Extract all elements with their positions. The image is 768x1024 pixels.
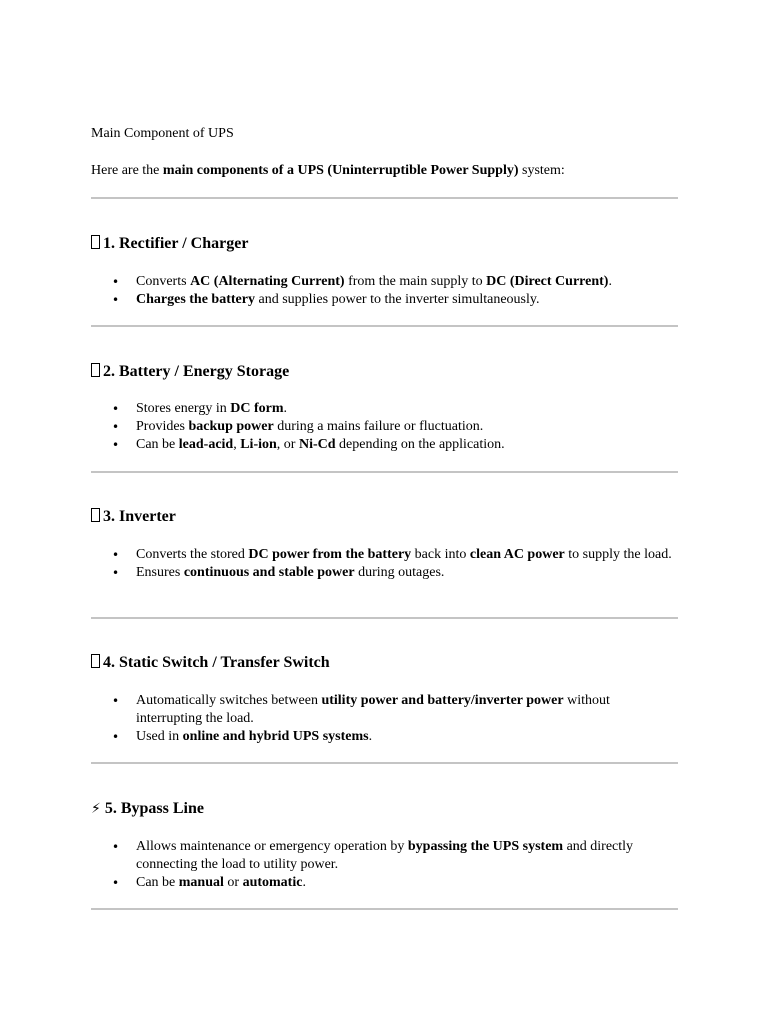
square-icon: [91, 654, 100, 668]
section-heading: [91, 507, 176, 527]
bullet-list: [91, 400, 678, 454]
text: Used in: [136, 729, 183, 744]
section-divider: [91, 762, 678, 764]
text: without interrupting the load.: [136, 693, 610, 726]
text: Can be: [136, 437, 179, 452]
bullet-list: [91, 273, 678, 309]
text: .: [368, 729, 373, 744]
bold-text: Li-ion: [240, 437, 277, 452]
list-item: [91, 564, 678, 582]
list-item: [91, 874, 678, 892]
lightning-bolt-icon: ⚡: [91, 801, 101, 817]
intro-paragraph: [91, 163, 565, 179]
section-divider: [91, 908, 678, 910]
text: Can be: [136, 875, 179, 890]
bold-text: AC (Alternating Current): [190, 274, 345, 289]
bullet-list: [91, 546, 678, 582]
section-divider: [91, 197, 678, 199]
text: .: [283, 401, 287, 416]
square-icon: [91, 235, 100, 249]
list-item: [91, 728, 678, 746]
text: and supplies power to the inverter simultaneously.: [254, 292, 540, 307]
text: and directly connecting the load to utility power.: [136, 839, 634, 872]
bold-text: continuous and stable power: [183, 565, 355, 580]
bullet-list: [91, 838, 678, 892]
intro-lead: Here are the: [91, 163, 163, 178]
text: Converts the stored: [136, 547, 249, 562]
bold-text: Ni-Cd: [298, 437, 336, 452]
bold-text: clean AC power: [469, 547, 565, 562]
section-heading-text: 1. Rectifier / Charger: [103, 235, 249, 252]
bold-text: DC form: [230, 401, 284, 416]
text: ,: [233, 437, 241, 452]
intro-tail: system:: [518, 163, 565, 178]
section-divider: [91, 617, 678, 619]
section-heading-text: 3. Inverter: [103, 508, 176, 525]
bold-text: lead-acid: [178, 437, 234, 452]
list-item: [91, 400, 678, 418]
text: .: [608, 274, 612, 289]
intro-bold: main components of a UPS (Uninterruptible Power Supply): [162, 163, 519, 178]
list-item: [91, 273, 678, 291]
text: , or: [276, 437, 299, 452]
text: back into: [411, 547, 470, 562]
text: Ensures: [136, 565, 184, 580]
square-icon: [91, 363, 100, 377]
bold-text: DC (Direct Current): [486, 274, 609, 289]
section-heading-text: 5. Bypass Line: [104, 800, 204, 817]
text: depending on the application.: [335, 437, 505, 452]
bold-text: DC power from the battery: [248, 547, 412, 562]
text: Allows maintenance or emergency operation by: [136, 839, 408, 854]
bold-text: bypassing the UPS system: [407, 839, 564, 854]
text: .: [302, 875, 306, 890]
bullet-list: [91, 692, 678, 746]
bold-text: backup power: [188, 419, 274, 434]
list-item: [91, 838, 678, 874]
section-heading: [91, 362, 289, 382]
text: Converts: [136, 274, 191, 289]
list-item: [91, 418, 678, 436]
section-heading: [91, 799, 204, 819]
text: during a mains failure or fluctuation.: [273, 419, 484, 434]
bold-text: online and hybrid UPS systems: [182, 729, 369, 744]
section-divider: [91, 325, 678, 327]
text: from the main supply to: [344, 274, 487, 289]
list-item: [91, 692, 678, 728]
square-icon: [91, 508, 100, 522]
text: Stores energy in: [136, 401, 231, 416]
list-item: [91, 436, 678, 454]
section-heading-text: 2. Battery / Energy Storage: [103, 363, 290, 380]
list-item: [91, 291, 678, 309]
bold-text: utility power and battery/inverter power: [321, 693, 564, 708]
text: to supply the load.: [564, 547, 672, 562]
text: Automatically switches between: [136, 693, 322, 708]
list-item: [91, 546, 678, 564]
text: during outages.: [354, 565, 445, 580]
section-heading: [91, 653, 330, 673]
section-divider: [91, 471, 678, 473]
text: Provides: [136, 419, 189, 434]
bold-text: Charges the battery: [136, 292, 255, 307]
bold-text: manual: [178, 875, 224, 890]
section-heading: [91, 234, 248, 254]
section-heading-text: 4. Static Switch / Transfer Switch: [103, 654, 330, 671]
text: or: [223, 875, 243, 890]
bold-text: automatic: [242, 875, 303, 890]
document-title: Main Component of UPS: [91, 126, 234, 141]
